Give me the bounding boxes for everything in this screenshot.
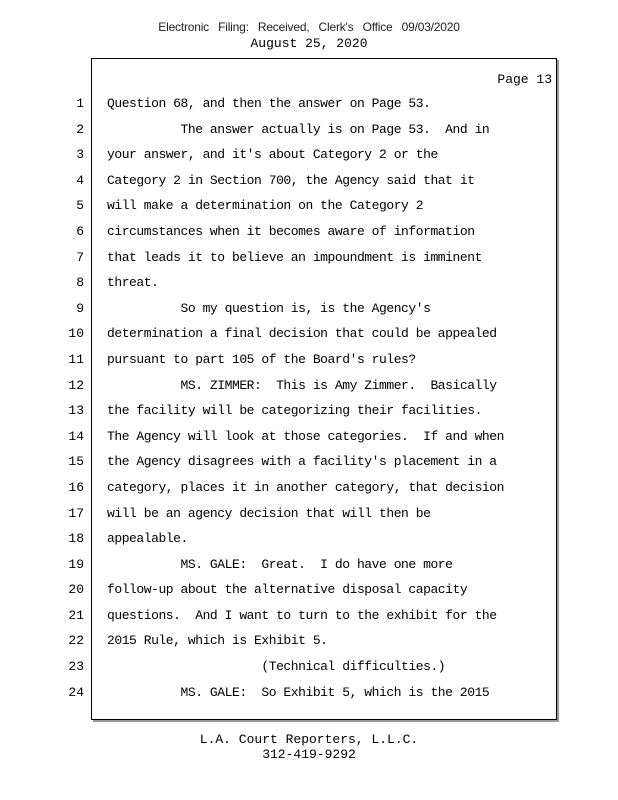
transcript-line [0,270,618,296]
line-text: The Agency will look at those categories. If and when [107,428,504,444]
line-text: MS. GALE: Great. I do have one more [107,556,453,572]
line-text: your answer, and it's about Category 2 or the [107,147,438,163]
transcript-line [0,142,618,168]
transcript-line [0,193,618,219]
transcript-line [0,501,618,527]
transcript-line [0,654,618,680]
line-number: 9 [76,300,84,316]
transcript-line [0,321,618,347]
line-text: Question 68, and then the answer on Page 53. [107,96,431,111]
line-number: 18 [68,531,84,547]
line-text: that leads it to believe an impoundment is imminent [107,249,482,265]
reporter-phone: 312-419-9292 [262,747,356,762]
line-number: 14 [68,428,84,444]
line-number: 7 [76,249,84,265]
line-text: The answer actually is on Page 53. And in [107,121,490,137]
transcript-line [0,245,618,271]
line-number: 3 [76,147,84,163]
line-text: (Technical difficulties.) [107,659,446,675]
transcript-line [0,219,618,245]
line-number: 22 [68,633,84,649]
transcript-line [0,347,618,373]
line-number: 19 [68,556,84,572]
transcript-line [0,526,618,552]
line-number: 10 [68,326,84,342]
line-text: circumstances when it becomes aware of information [107,223,475,239]
line-number: 16 [68,479,84,495]
transcript-line [0,475,618,501]
transcript-line [0,168,618,194]
line-number: 11 [68,351,84,367]
transcript-lines [0,91,618,705]
transcript-line [0,603,618,629]
line-number: 12 [68,377,84,393]
line-number: 1 [76,96,84,111]
line-text: the facility will be categorizing their facilities. [107,403,482,419]
line-number: 15 [68,454,84,470]
electronic-filing-stamp: Electronic Filing: Received, Clerk's Office 09/03/2020 [158,20,460,34]
line-number: 13 [68,403,84,419]
transcript-line [0,628,618,654]
line-text: will make a determination on the Category 2 [107,198,424,214]
transcript-line [0,296,618,322]
transcript-date: August 25, 2020 [250,36,368,51]
line-text: determination a final decision that could be appealed [107,326,497,342]
line-text: the Agency disagrees with a facility's placement in a [107,454,497,470]
line-text: MS. GALE: So Exhibit 5, which is the 2015 [107,684,490,700]
line-text: So my question is, is the Agency's [107,300,431,316]
line-number: 2 [76,121,84,137]
reporter-company: L.A. Court Reporters, L.L.C. [199,732,419,747]
transcript-line [0,552,618,578]
line-text: questions. And I want to turn to the exhibit for the [107,607,497,623]
line-number: 6 [76,223,84,239]
line-text: Category 2 in Section 700, the Agency said that it [107,172,475,188]
line-text: follow-up about the alternative disposal capacity [107,582,468,598]
line-number: 5 [76,198,84,214]
line-number: 21 [68,607,84,623]
line-text: 2015 Rule, which is Exhibit 5. [107,633,328,649]
line-number: 8 [76,275,84,291]
line-text: appealable. [107,531,188,547]
line-text: threat. [107,275,159,291]
line-text: pursuant to part 105 of the Board's rules? [107,351,416,367]
page-number: Page 13 [497,72,552,87]
transcript-line [0,449,618,475]
transcript-line [0,424,618,450]
transcript-line [0,680,618,706]
line-number: 4 [76,172,84,188]
transcript-line [0,577,618,603]
transcript-line [0,373,618,399]
line-number: 23 [68,659,84,675]
line-number: 20 [68,582,84,598]
transcript-line [0,398,618,424]
line-text: will be an agency decision that will then be [107,505,431,521]
line-text: category, places it in another category, that decision [107,479,504,495]
reporter-footer [0,732,618,762]
line-number: 24 [68,684,84,700]
transcript-line [0,91,618,117]
line-number: 17 [68,505,84,521]
line-text: MS. ZIMMER: This is Amy Zimmer. Basically [107,377,497,393]
transcript-line [0,117,618,143]
